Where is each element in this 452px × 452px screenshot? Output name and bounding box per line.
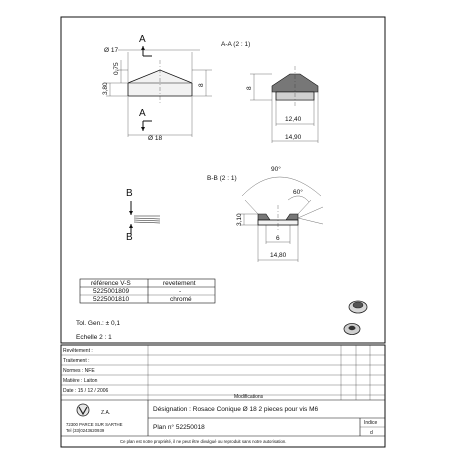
dim-8-front: 8	[198, 83, 205, 87]
section-marker-top: A	[139, 34, 146, 45]
section-marker-b-top: B	[126, 188, 133, 199]
ref-row-0-col-1: -	[179, 288, 182, 295]
ref-row-1-col-1: chromé	[170, 296, 192, 303]
scale-note: Echelle 2 : 1	[76, 334, 112, 341]
section-aa-title: A-A (2 : 1)	[221, 41, 251, 48]
tb-address: 72300 PARCE SUR SARTHE	[66, 422, 123, 427]
tb-matiere: Matière : Laiton	[63, 378, 98, 384]
part-3d-preview	[344, 301, 367, 335]
dim-1240: 12,40	[285, 116, 302, 123]
company-logo	[77, 404, 89, 416]
tb-normes: Normes : NFE	[63, 368, 95, 374]
tb-modifications: Modifications	[234, 394, 264, 400]
section-aa-view	[221, 41, 318, 143]
tb-legal-notice: Ce plan est notre propriété, il ne peut être divulgué ou reproduit sans notre autorisation.	[120, 439, 287, 444]
tb-phone: Tel (33)0243620939	[66, 428, 105, 433]
dim-1480: 14,80	[270, 252, 287, 259]
reference-table	[80, 279, 215, 303]
section-marker-b-bottom: B	[126, 232, 133, 243]
tb-plan: Plan n° 52250018	[153, 424, 205, 431]
dim-6: 6	[276, 235, 280, 242]
ref-header-1: revetement	[163, 280, 196, 287]
tb-traitement: Traitement :	[63, 358, 90, 364]
dim-8-section: 8	[246, 86, 253, 90]
section-bb-title: B-B (2 : 1)	[207, 175, 237, 182]
tb-revetement: Revêtement :	[63, 348, 93, 354]
title-block	[61, 345, 385, 447]
dim-075: 0,75	[113, 62, 120, 75]
tb-designation: Désignation : Rosace Conique Ø 18 2 pieces pour vis M6	[153, 406, 319, 413]
tb-indice-label: Indice	[364, 420, 378, 426]
section-marker-bottom: A	[139, 108, 146, 119]
dim-310: 3,10	[236, 213, 243, 226]
dim-dia-17: Ø 17	[104, 47, 119, 54]
angle-90: 90°	[271, 166, 281, 173]
section-bb-view	[207, 165, 323, 262]
ref-row-0-col-0: 5225001809	[93, 288, 130, 295]
tb-indice-value: d	[370, 430, 373, 436]
tolerance-note: Tol. Gen.: ± 0,1	[76, 320, 121, 327]
ref-header-0: référence V-S	[91, 280, 131, 287]
dim-1490: 14,90	[285, 134, 302, 141]
dim-380: 3,80	[102, 82, 109, 95]
tb-date: Date : 15 / 12 / 2006	[63, 388, 109, 394]
dim-dia-18: Ø 18	[148, 135, 163, 142]
side-view	[126, 188, 160, 243]
angle-60: 60°	[293, 189, 303, 196]
ref-row-1-col-0: 5225001810	[93, 296, 130, 303]
tb-company: Z.A.	[101, 410, 111, 416]
front-view	[102, 34, 212, 142]
